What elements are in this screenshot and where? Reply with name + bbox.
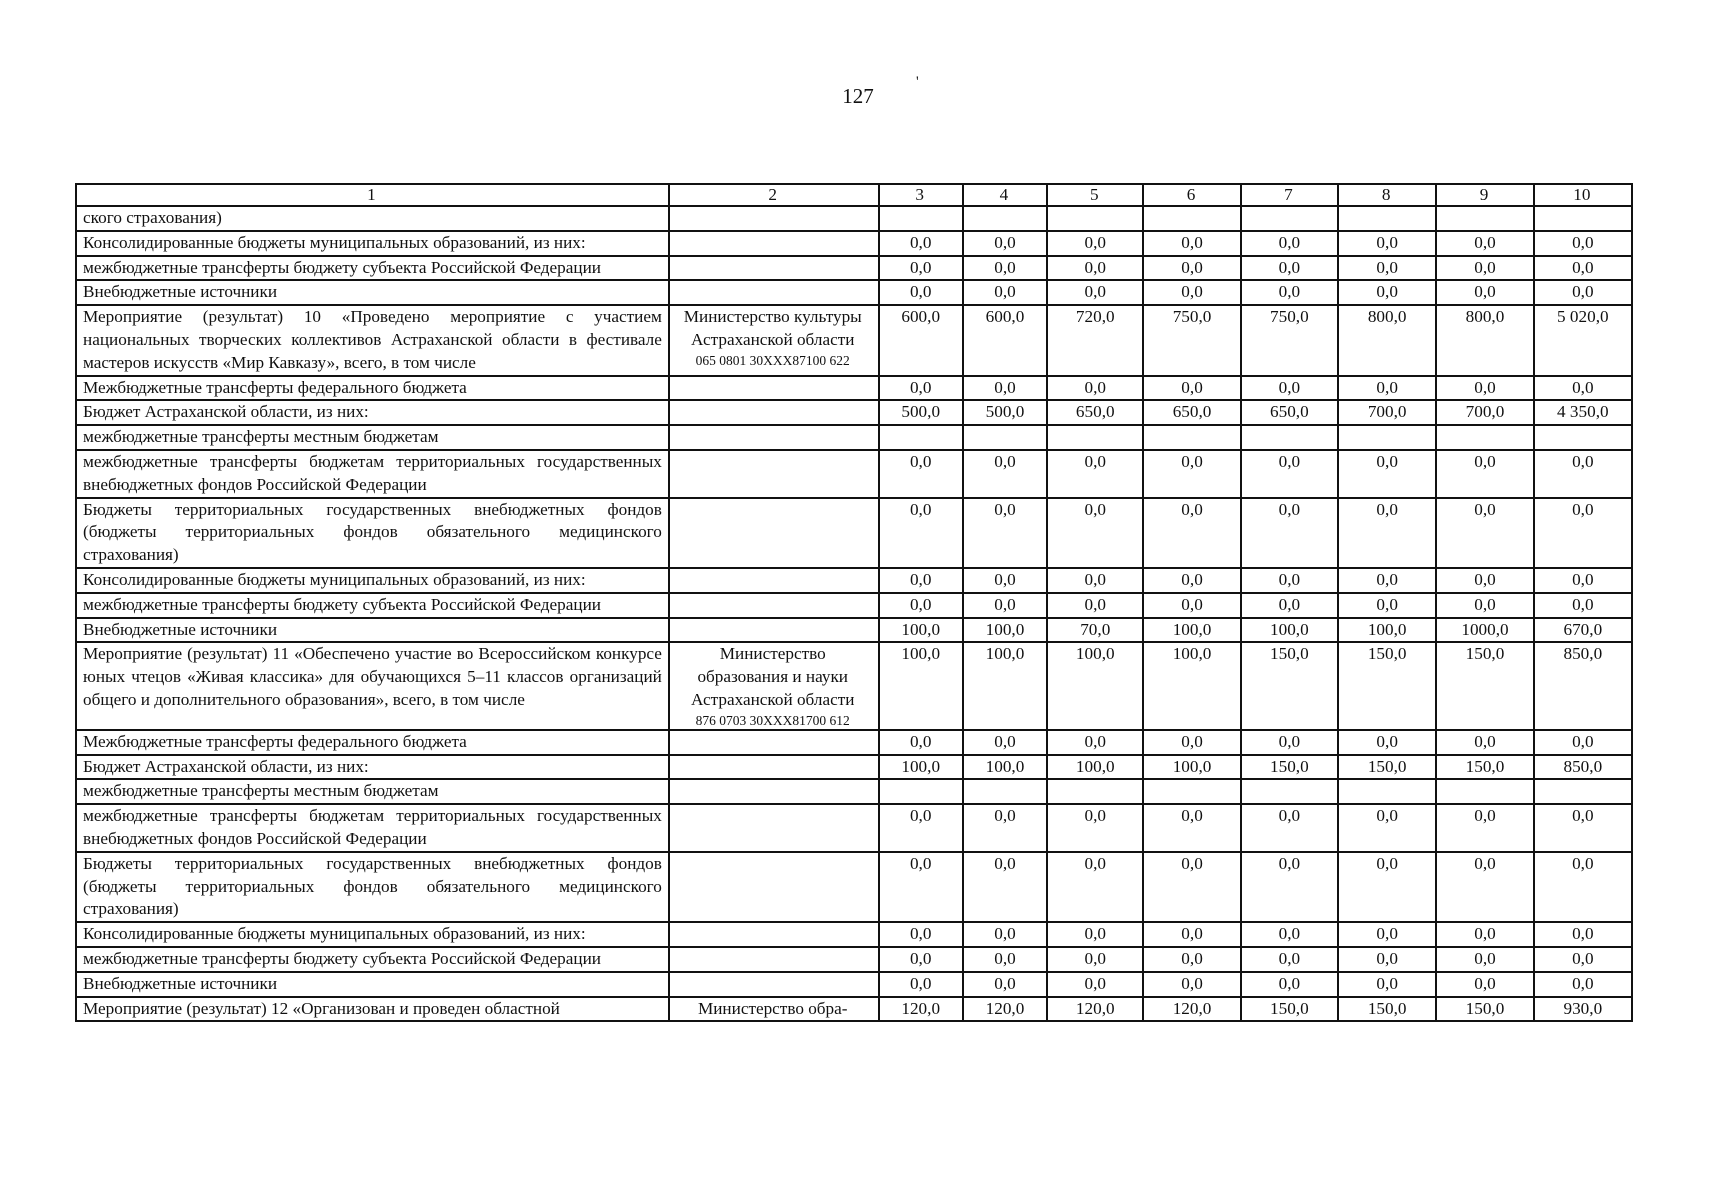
- value-cell-col-3: [879, 206, 963, 231]
- value-cell-col-6: 120,0: [1143, 997, 1240, 1022]
- executor-cell: [669, 779, 879, 804]
- value-cell-col-4: 0,0: [963, 593, 1047, 618]
- value-cell-col-8: 0,0: [1338, 972, 1436, 997]
- page-mark: ': [916, 74, 919, 90]
- table-row: [76, 922, 1632, 947]
- value-cell-col-10: 670,0: [1534, 618, 1632, 643]
- executor-cell: [669, 450, 879, 498]
- value-cell-col-5: 0,0: [1047, 947, 1143, 972]
- value-cell-col-9: 0,0: [1436, 922, 1533, 947]
- value-cell-col-3: 0,0: [879, 376, 963, 401]
- executor-cell: [669, 376, 879, 401]
- executor-cell: [669, 947, 879, 972]
- value-cell-col-6: 0,0: [1143, 231, 1240, 256]
- executor-cell: [669, 997, 879, 1022]
- value-cell-col-8: 0,0: [1338, 376, 1436, 401]
- value-cell-col-7: 100,0: [1241, 618, 1338, 643]
- value-cell-col-4: 600,0: [963, 305, 1047, 375]
- value-cell-col-5: 0,0: [1047, 804, 1143, 852]
- value-cell-col-6: 0,0: [1143, 804, 1240, 852]
- value-cell-col-4: 100,0: [963, 642, 1047, 729]
- value-cell-col-5: 650,0: [1047, 400, 1143, 425]
- executor-cell: [669, 425, 879, 450]
- column-header-4: 4: [963, 184, 1047, 206]
- value-cell-col-4: 100,0: [963, 618, 1047, 643]
- column-header-7: 7: [1241, 184, 1338, 206]
- value-cell-col-6: [1143, 779, 1240, 804]
- table-row: [76, 568, 1632, 593]
- value-cell-col-3: 0,0: [879, 593, 963, 618]
- value-cell-col-8: 0,0: [1338, 498, 1436, 568]
- header-row: [76, 184, 1632, 206]
- row-name-cell: межбюджетные трансферты бюджету субъекта Российской Федерации: [76, 947, 669, 972]
- table-row: [76, 376, 1632, 401]
- row-name-cell: Бюджет Астраханской области, из них:: [76, 755, 669, 780]
- value-cell-col-9: 0,0: [1436, 450, 1533, 498]
- executor-name: Министерство обра-: [697, 998, 848, 1018]
- value-cell-col-8: [1338, 206, 1436, 231]
- row-name-cell: Консолидированные бюджеты муниципальных образований, из них:: [76, 568, 669, 593]
- value-cell-col-4: 100,0: [963, 755, 1047, 780]
- value-cell-col-3: 0,0: [879, 568, 963, 593]
- value-cell-col-8: 150,0: [1338, 997, 1436, 1022]
- value-cell-col-9: 0,0: [1436, 498, 1533, 568]
- value-cell-col-9: 0,0: [1436, 852, 1533, 922]
- value-cell-col-4: 0,0: [963, 231, 1047, 256]
- row-name-cell: межбюджетные трансферты местным бюджетам: [76, 425, 669, 450]
- value-cell-col-4: [963, 779, 1047, 804]
- value-cell-col-7: 0,0: [1241, 593, 1338, 618]
- value-cell-col-10: 0,0: [1534, 231, 1632, 256]
- table-row: [76, 206, 1632, 231]
- executor-cell: [669, 568, 879, 593]
- column-header-8: 8: [1338, 184, 1436, 206]
- value-cell-col-10: 0,0: [1534, 568, 1632, 593]
- value-cell-col-3: 0,0: [879, 498, 963, 568]
- value-cell-col-10: 0,0: [1534, 280, 1632, 305]
- value-cell-col-9: 0,0: [1436, 804, 1533, 852]
- value-cell-col-7: 0,0: [1241, 231, 1338, 256]
- value-cell-col-10: 0,0: [1534, 804, 1632, 852]
- value-cell-col-3: 0,0: [879, 947, 963, 972]
- value-cell-col-8: [1338, 779, 1436, 804]
- value-cell-col-6: 100,0: [1143, 755, 1240, 780]
- value-cell-col-8: 150,0: [1338, 642, 1436, 729]
- row-name-cell: межбюджетные трансферты бюджету субъекта Российской Федерации: [76, 593, 669, 618]
- table-body: [76, 184, 1632, 1021]
- value-cell-col-5: 0,0: [1047, 730, 1143, 755]
- value-cell-col-9: 0,0: [1436, 972, 1533, 997]
- value-cell-col-7: 150,0: [1241, 997, 1338, 1022]
- value-cell-col-3: [879, 779, 963, 804]
- value-cell-col-3: 100,0: [879, 755, 963, 780]
- value-cell-col-10: [1534, 206, 1632, 231]
- value-cell-col-10: 0,0: [1534, 852, 1632, 922]
- value-cell-col-7: 0,0: [1241, 568, 1338, 593]
- table-row: [76, 400, 1632, 425]
- value-cell-col-6: [1143, 425, 1240, 450]
- value-cell-col-9: 0,0: [1436, 376, 1533, 401]
- value-cell-col-7: 0,0: [1241, 804, 1338, 852]
- value-cell-col-8: 150,0: [1338, 755, 1436, 780]
- row-name-cell: Межбюджетные трансферты федерального бюджета: [76, 730, 669, 755]
- executor-name: Министерство образования и науки Астраханской области: [691, 644, 855, 709]
- executor-cell: [669, 400, 879, 425]
- value-cell-col-10: 0,0: [1534, 498, 1632, 568]
- column-header-3: 3: [879, 184, 963, 206]
- table-row: [76, 498, 1632, 568]
- value-cell-col-7: [1241, 425, 1338, 450]
- table-row: [76, 972, 1632, 997]
- executor-cell: [669, 755, 879, 780]
- value-cell-col-9: [1436, 206, 1533, 231]
- value-cell-col-4: [963, 206, 1047, 231]
- row-name-cell: Консолидированные бюджеты муниципальных образований, из них:: [76, 231, 669, 256]
- value-cell-col-6: 0,0: [1143, 376, 1240, 401]
- value-cell-col-10: [1534, 425, 1632, 450]
- executor-cell: [669, 618, 879, 643]
- value-cell-col-6: 0,0: [1143, 256, 1240, 281]
- table-row: [76, 730, 1632, 755]
- value-cell-col-7: 0,0: [1241, 852, 1338, 922]
- value-cell-col-4: 0,0: [963, 947, 1047, 972]
- budget-code: 876 0703 30ХХХ81700 612: [695, 712, 850, 728]
- value-cell-col-5: 100,0: [1047, 755, 1143, 780]
- value-cell-col-3: 0,0: [879, 256, 963, 281]
- value-cell-col-10: 0,0: [1534, 972, 1632, 997]
- executor-cell: [669, 593, 879, 618]
- value-cell-col-6: [1143, 206, 1240, 231]
- value-cell-col-3: 0,0: [879, 852, 963, 922]
- value-cell-col-10: 0,0: [1534, 947, 1632, 972]
- value-cell-col-7: 0,0: [1241, 972, 1338, 997]
- value-cell-col-10: 0,0: [1534, 450, 1632, 498]
- value-cell-col-8: 0,0: [1338, 852, 1436, 922]
- column-header-10: 10: [1534, 184, 1632, 206]
- value-cell-col-9: 0,0: [1436, 231, 1533, 256]
- value-cell-col-10: 5 020,0: [1534, 305, 1632, 375]
- executor-cell: [669, 804, 879, 852]
- value-cell-col-7: 0,0: [1241, 947, 1338, 972]
- row-name-cell: Внебюджетные источники: [76, 618, 669, 643]
- value-cell-col-3: 0,0: [879, 972, 963, 997]
- row-name-cell: Бюджеты территориальных государственных внебюджетных фондов (бюджеты территориальных фондов обязательного медицинского страхования): [76, 852, 669, 922]
- value-cell-col-10: 0,0: [1534, 730, 1632, 755]
- row-name-cell: Мероприятие (результат) 10 «Проведено мероприятие с участием национальных творческих коллективов Астраханской области в фестивале мастеров искусств «Мир Кавказу», всего, в том числе: [76, 305, 669, 375]
- table-row: [76, 947, 1632, 972]
- value-cell-col-7: [1241, 206, 1338, 231]
- value-cell-col-7: 0,0: [1241, 498, 1338, 568]
- value-cell-col-5: 0,0: [1047, 280, 1143, 305]
- row-name-cell: Бюджет Астраханской области, из них:: [76, 400, 669, 425]
- value-cell-col-6: 0,0: [1143, 593, 1240, 618]
- value-cell-col-4: 0,0: [963, 376, 1047, 401]
- column-header-9: 9: [1436, 184, 1533, 206]
- value-cell-col-6: 0,0: [1143, 922, 1240, 947]
- executor-cell: [669, 922, 879, 947]
- value-cell-col-8: 0,0: [1338, 922, 1436, 947]
- row-name-cell: Консолидированные бюджеты муниципальных образований, из них:: [76, 922, 669, 947]
- value-cell-col-5: 0,0: [1047, 450, 1143, 498]
- row-name-cell: межбюджетные трансферты бюджетам территориальных государственных внебюджетных фондов Российской Федерации: [76, 804, 669, 852]
- table-row: [76, 305, 1632, 375]
- value-cell-col-7: 150,0: [1241, 642, 1338, 729]
- table-row: [76, 256, 1632, 281]
- executor-cell: [669, 256, 879, 281]
- value-cell-col-8: 0,0: [1338, 730, 1436, 755]
- value-cell-col-3: 500,0: [879, 400, 963, 425]
- executor-name: Министерство культуры Астраханской области: [683, 307, 862, 349]
- table-row: [76, 425, 1632, 450]
- table-row: [76, 642, 1632, 729]
- executor-cell: [669, 730, 879, 755]
- value-cell-col-6: 0,0: [1143, 730, 1240, 755]
- value-cell-col-10: [1534, 779, 1632, 804]
- value-cell-col-7: 0,0: [1241, 730, 1338, 755]
- value-cell-col-3: 600,0: [879, 305, 963, 375]
- value-cell-col-9: 150,0: [1436, 755, 1533, 780]
- value-cell-col-9: 0,0: [1436, 947, 1533, 972]
- value-cell-col-6: 650,0: [1143, 400, 1240, 425]
- executor-cell: [669, 231, 879, 256]
- value-cell-col-4: 0,0: [963, 852, 1047, 922]
- value-cell-col-5: 0,0: [1047, 231, 1143, 256]
- value-cell-col-9: 700,0: [1436, 400, 1533, 425]
- value-cell-col-5: 100,0: [1047, 642, 1143, 729]
- table-row: [76, 280, 1632, 305]
- budget-code: 065 0801 30ХХХ87100 622: [695, 352, 850, 368]
- value-cell-col-9: [1436, 779, 1533, 804]
- value-cell-col-8: 800,0: [1338, 305, 1436, 375]
- value-cell-col-5: [1047, 425, 1143, 450]
- value-cell-col-8: 0,0: [1338, 568, 1436, 593]
- value-cell-col-9: 0,0: [1436, 593, 1533, 618]
- table-row: [76, 852, 1632, 922]
- value-cell-col-4: 0,0: [963, 922, 1047, 947]
- table-row: [76, 450, 1632, 498]
- value-cell-col-5: 70,0: [1047, 618, 1143, 643]
- table-row: [76, 779, 1632, 804]
- table-row: [76, 755, 1632, 780]
- value-cell-col-7: 0,0: [1241, 376, 1338, 401]
- row-name-cell: межбюджетные трансферты бюджету субъекта Российской Федерации: [76, 256, 669, 281]
- value-cell-col-8: 0,0: [1338, 231, 1436, 256]
- value-cell-col-4: 500,0: [963, 400, 1047, 425]
- row-name-cell: Бюджеты территориальных государственных внебюджетных фондов (бюджеты территориальных фондов обязательного медицинского страхования): [76, 498, 669, 568]
- value-cell-col-6: 100,0: [1143, 618, 1240, 643]
- row-name-cell: межбюджетные трансферты местным бюджетам: [76, 779, 669, 804]
- row-name-cell: Мероприятие (результат) 11 «Обеспечено участие во Всероссийском конкурсе юных чтецов «Живая классика» для обучающихся 5–11 классов организаций общего и дополнительного образования», всего, в том числе: [76, 642, 669, 729]
- value-cell-col-7: 750,0: [1241, 305, 1338, 375]
- value-cell-col-8: 0,0: [1338, 450, 1436, 498]
- column-header-6: 6: [1143, 184, 1240, 206]
- value-cell-col-8: 0,0: [1338, 256, 1436, 281]
- value-cell-col-7: [1241, 779, 1338, 804]
- value-cell-col-9: 0,0: [1436, 256, 1533, 281]
- value-cell-col-9: [1436, 425, 1533, 450]
- value-cell-col-3: 100,0: [879, 642, 963, 729]
- executor-cell: [669, 280, 879, 305]
- value-cell-col-6: 0,0: [1143, 947, 1240, 972]
- value-cell-col-6: 0,0: [1143, 498, 1240, 568]
- value-cell-col-5: 0,0: [1047, 922, 1143, 947]
- value-cell-col-8: 0,0: [1338, 280, 1436, 305]
- value-cell-col-9: 1000,0: [1436, 618, 1533, 643]
- value-cell-col-3: 0,0: [879, 231, 963, 256]
- value-cell-col-8: 0,0: [1338, 804, 1436, 852]
- value-cell-col-7: 0,0: [1241, 256, 1338, 281]
- table-row: [76, 804, 1632, 852]
- value-cell-col-8: 700,0: [1338, 400, 1436, 425]
- value-cell-col-10: 850,0: [1534, 642, 1632, 729]
- value-cell-col-4: 0,0: [963, 256, 1047, 281]
- value-cell-col-4: 0,0: [963, 568, 1047, 593]
- value-cell-col-5: 0,0: [1047, 256, 1143, 281]
- value-cell-col-3: 120,0: [879, 997, 963, 1022]
- value-cell-col-10: 0,0: [1534, 376, 1632, 401]
- row-name-cell: межбюджетные трансферты бюджетам территориальных государственных внебюджетных фондов Российской Федерации: [76, 450, 669, 498]
- value-cell-col-4: 0,0: [963, 280, 1047, 305]
- value-cell-col-10: 850,0: [1534, 755, 1632, 780]
- row-name-cell: Мероприятие (результат) 12 «Организован и проведен областной: [76, 997, 669, 1022]
- value-cell-col-8: 100,0: [1338, 618, 1436, 643]
- executor-cell: [669, 972, 879, 997]
- value-cell-col-3: 0,0: [879, 280, 963, 305]
- value-cell-col-6: 0,0: [1143, 852, 1240, 922]
- value-cell-col-7: 0,0: [1241, 922, 1338, 947]
- row-name-cell: Межбюджетные трансферты федерального бюджета: [76, 376, 669, 401]
- value-cell-col-8: [1338, 425, 1436, 450]
- row-name-cell: Внебюджетные источники: [76, 972, 669, 997]
- executor-cell: [669, 498, 879, 568]
- value-cell-col-9: 0,0: [1436, 568, 1533, 593]
- value-cell-col-9: 800,0: [1436, 305, 1533, 375]
- value-cell-col-7: 650,0: [1241, 400, 1338, 425]
- table-row: [76, 593, 1632, 618]
- value-cell-col-6: 750,0: [1143, 305, 1240, 375]
- row-name-cell: ского страхования): [76, 206, 669, 231]
- value-cell-col-4: [963, 425, 1047, 450]
- value-cell-col-10: 0,0: [1534, 593, 1632, 618]
- value-cell-col-9: 150,0: [1436, 997, 1533, 1022]
- table-row: [76, 231, 1632, 256]
- value-cell-col-8: 0,0: [1338, 947, 1436, 972]
- value-cell-col-9: 150,0: [1436, 642, 1533, 729]
- value-cell-col-3: 0,0: [879, 730, 963, 755]
- value-cell-col-5: 0,0: [1047, 852, 1143, 922]
- value-cell-col-4: 0,0: [963, 804, 1047, 852]
- executor-cell: [669, 852, 879, 922]
- value-cell-col-6: 0,0: [1143, 280, 1240, 305]
- value-cell-col-5: 0,0: [1047, 972, 1143, 997]
- column-header-2: 2: [669, 184, 879, 206]
- value-cell-col-10: 4 350,0: [1534, 400, 1632, 425]
- row-name-cell: Внебюджетные источники: [76, 280, 669, 305]
- value-cell-col-7: 0,0: [1241, 280, 1338, 305]
- budget-table: [75, 183, 1633, 1022]
- value-cell-col-3: 0,0: [879, 450, 963, 498]
- page-number: 127: [842, 84, 874, 108]
- value-cell-col-6: 100,0: [1143, 642, 1240, 729]
- value-cell-col-6: 0,0: [1143, 450, 1240, 498]
- value-cell-col-3: 0,0: [879, 804, 963, 852]
- value-cell-col-10: 0,0: [1534, 922, 1632, 947]
- column-header-5: 5: [1047, 184, 1143, 206]
- value-cell-col-7: 150,0: [1241, 755, 1338, 780]
- value-cell-col-7: 0,0: [1241, 450, 1338, 498]
- value-cell-col-9: 0,0: [1436, 730, 1533, 755]
- value-cell-col-5: [1047, 206, 1143, 231]
- column-header-1: 1: [76, 184, 669, 206]
- value-cell-col-5: 720,0: [1047, 305, 1143, 375]
- value-cell-col-8: 0,0: [1338, 593, 1436, 618]
- value-cell-col-10: 930,0: [1534, 997, 1632, 1022]
- value-cell-col-3: 100,0: [879, 618, 963, 643]
- value-cell-col-5: 0,0: [1047, 498, 1143, 568]
- table-row: [76, 997, 1632, 1022]
- table-row: [76, 618, 1632, 643]
- executor-cell: [669, 642, 879, 729]
- executor-cell: [669, 305, 879, 375]
- value-cell-col-4: 0,0: [963, 450, 1047, 498]
- value-cell-col-4: 0,0: [963, 498, 1047, 568]
- value-cell-col-5: 120,0: [1047, 997, 1143, 1022]
- value-cell-col-4: 0,0: [963, 972, 1047, 997]
- value-cell-col-9: 0,0: [1436, 280, 1533, 305]
- value-cell-col-5: [1047, 779, 1143, 804]
- value-cell-col-10: 0,0: [1534, 256, 1632, 281]
- value-cell-col-5: 0,0: [1047, 376, 1143, 401]
- value-cell-col-5: 0,0: [1047, 568, 1143, 593]
- value-cell-col-4: 120,0: [963, 997, 1047, 1022]
- value-cell-col-5: 0,0: [1047, 593, 1143, 618]
- value-cell-col-6: 0,0: [1143, 568, 1240, 593]
- executor-cell: [669, 206, 879, 231]
- value-cell-col-6: 0,0: [1143, 972, 1240, 997]
- value-cell-col-4: 0,0: [963, 730, 1047, 755]
- value-cell-col-3: 0,0: [879, 922, 963, 947]
- value-cell-col-3: [879, 425, 963, 450]
